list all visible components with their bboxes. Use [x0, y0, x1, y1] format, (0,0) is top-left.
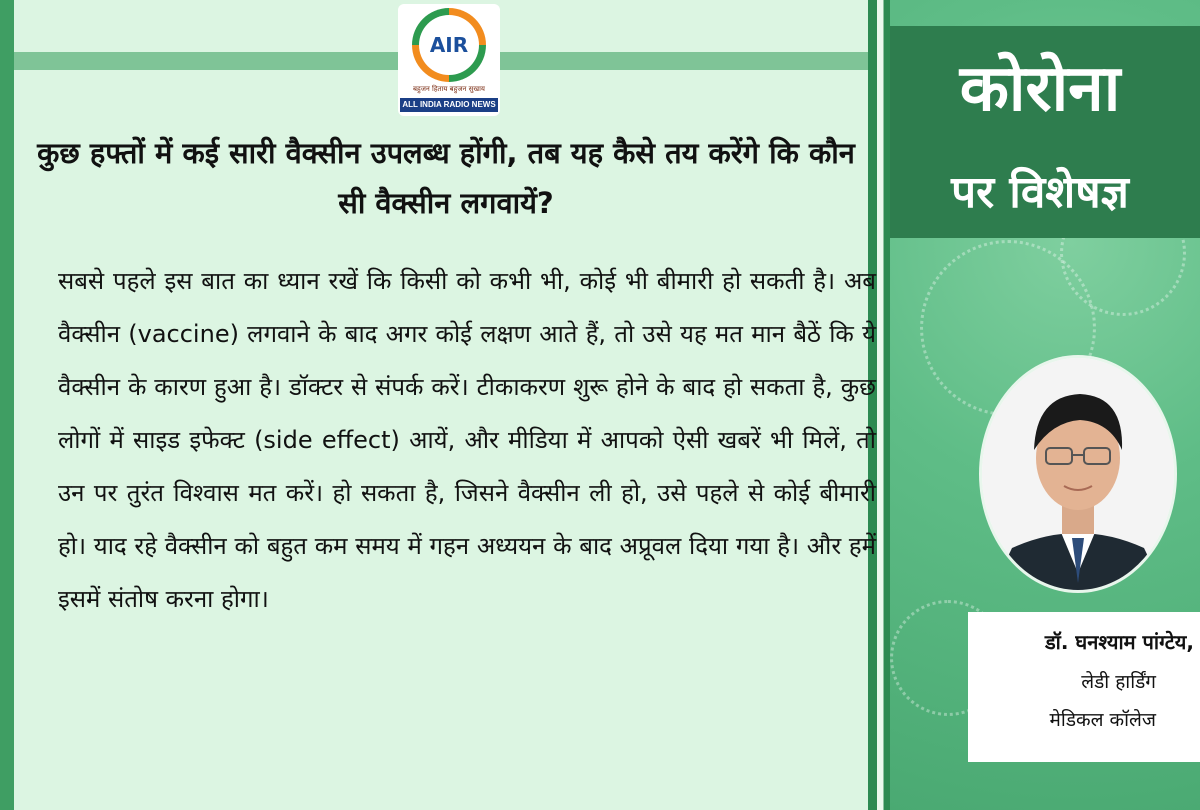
expert-designation: लेडी हार्डिंग — [1081, 671, 1156, 693]
question-heading: कुछ हफ्तों में कई सारी वैक्सीन उपलब्ध होंगी, तब यह कैसे तय करेंगे कि कौन सी वैक्सीन लगवायें? — [37, 136, 855, 220]
card-border-left — [0, 0, 14, 810]
title-expert: पर विशेषज्ञ — [951, 167, 1129, 218]
expert-name: डॉ. घनश्याम पांग्टेय, — [1044, 630, 1194, 654]
air-logo-emblem — [412, 8, 486, 82]
title-corona: कोरोना — [959, 52, 1121, 126]
expert-portrait-illustration — [982, 358, 1174, 590]
answer-text: सबसे पहले इस बात का ध्यान रखें कि किसी को कभी भी, कोई भी बीमारी हो सकती है। अब वैक्सीन (vaccine) लगवाने के बाद अगर कोई लक्षण आते हैं, तो उसे यह मत मान बैठें कि ये वैक्सीन के कारण हुआ है। डॉक्टर से संपर्क करें। टीकाकरण शुरू होने के बाद हो सकता है, कुछ लोगों में साइड इफेक्ट (side effect) आयें, और मीडिया में आपको ऐसी खबरें भी मिलें, तो उन पर तुरंत विश्वास मत करें। हो सकता है, जिसने वैक्सीन ली हो, उसे पहले से कोई बीमारी हो। याद रहे वैक्सीन को बहुत कम समय में गहन अध्ययन के बाद अप्रूवल दिया गया है। और हमें इसमें संतोष करना होगा। — [58, 267, 876, 613]
air-logo-tagline: बहुजन हिताय बहुजन सुखाय — [413, 85, 485, 93]
expert-institution: मेडिकल कॉलेज — [1049, 709, 1156, 731]
air-logo-banner: ALL INDIA RADIO NEWS — [400, 98, 498, 112]
expert-photo — [982, 358, 1174, 590]
air-logo-monogram: AIR — [419, 15, 479, 75]
air-logo — [398, 4, 500, 116]
